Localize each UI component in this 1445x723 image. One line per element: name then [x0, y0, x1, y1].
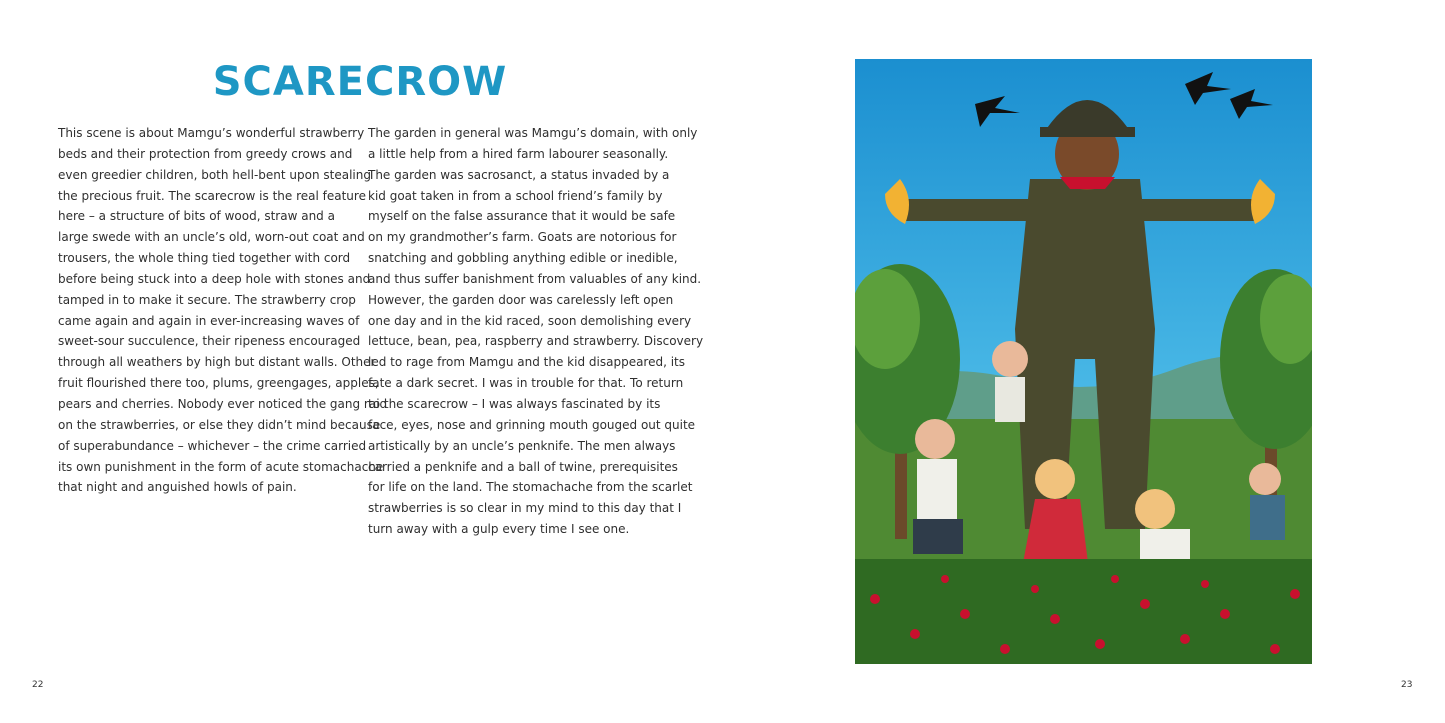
text-line: one day and in the kid raced, soon demolishing every: [368, 313, 692, 328]
page-number-left: 22: [32, 680, 44, 690]
text-line: fate a dark secret. I was in trouble for that. To return: [368, 376, 684, 391]
text-line: and thus suffer banishment from valuables of any kind.: [368, 271, 702, 286]
text-line: face, eyes, nose and grinning mouth gouged out quite: [368, 417, 696, 432]
text-line: tamped in to make it secure. The strawberry crop: [58, 292, 356, 307]
text-line: However, the garden door was carelessly left open: [368, 292, 674, 307]
text-line: to the scarecrow – I was always fascinated by its: [368, 396, 661, 411]
text-line: on the strawberries, or else they didn’t mind because: [58, 417, 381, 432]
text-line: large swede with an uncle’s old, worn-out coat and: [58, 230, 365, 245]
body-text-right-column: [368, 123, 703, 540]
text-line: on my grandmother’s farm. Goats are notorious for: [368, 230, 677, 245]
scarecrow-painting: [855, 59, 1312, 664]
text-line: came again and again in ever-increasing waves of: [58, 313, 360, 328]
text-line: pears and cherries. Nobody ever noticed the gang raid: [58, 396, 388, 411]
text-line: before being stuck into a deep hole with stones and: [58, 271, 371, 286]
text-line: artistically by an uncle’s penknife. The men always: [368, 438, 676, 453]
text-line: The garden in general was Mamgu’s domain, with only: [368, 126, 698, 140]
page-title: SCARECROW: [212, 59, 508, 105]
text-line: sweet-sour succulence, their ripeness encouraged: [58, 334, 361, 349]
text-line: that night and anguished howls of pain.: [58, 480, 297, 495]
text-line: of superabundance – whichever – the crime carried: [58, 438, 367, 453]
text-line: carried a penknife and a ball of twine, prerequisites: [368, 459, 678, 474]
text-line: snatching and gobbling anything edible or inedible,: [368, 251, 678, 266]
text-line: the precious fruit. The scarecrow is the real feature: [58, 188, 366, 203]
body-text-left-column: [58, 123, 387, 498]
text-line: beds and their protection from greedy crows and: [58, 146, 353, 161]
text-line: The garden was sacrosanct, a status invaded by a: [368, 167, 670, 182]
text-line: even greedier children, both hell-bent upon stealing: [58, 167, 371, 182]
page-number-right: 23: [1401, 680, 1413, 690]
text-line: here – a structure of bits of wood, straw and a: [58, 209, 335, 224]
text-line: its own punishment in the form of acute stomachache: [58, 459, 384, 474]
text-line: lettuce, bean, pea, raspberry and strawberry. Discovery: [368, 334, 704, 349]
text-line: through all weathers by high but distant walls. Other: [58, 355, 376, 370]
text-line: This scene is about Mamgu’s wonderful strawberry: [58, 126, 365, 140]
text-line: strawberries is so clear in my mind to this day that I: [368, 501, 682, 516]
text-line: kid goat taken in from a school friend’s family by: [368, 188, 663, 203]
text-line: a little help from a hired farm labourer seasonally.: [368, 146, 669, 161]
text-line: led to rage from Mamgu and the kid disappeared, its: [368, 355, 686, 370]
text-line: turn away with a gulp every time I see one.: [368, 522, 630, 537]
strawberry-beds: [855, 559, 1312, 664]
text-line: for life on the land. The stomachache from the scarlet: [368, 480, 693, 495]
text-line: fruit flourished there too, plums, greengages, apples,: [58, 376, 379, 391]
text-line: trousers, the whole thing tied together with cord: [58, 251, 351, 266]
text-line: myself on the false assurance that it would be safe: [368, 209, 676, 224]
